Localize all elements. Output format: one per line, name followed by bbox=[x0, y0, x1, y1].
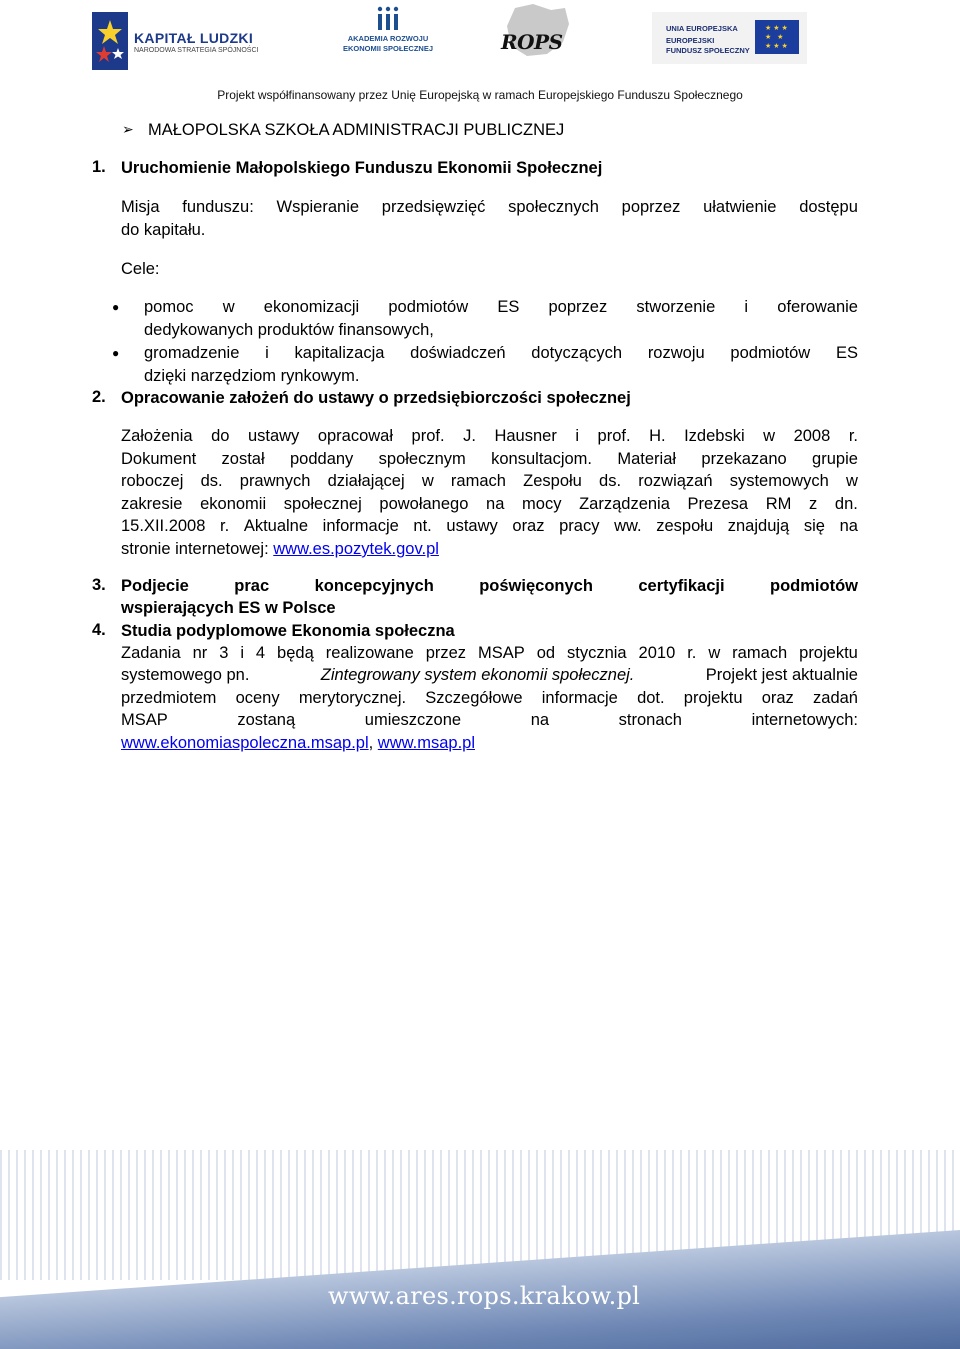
akademia-logo bbox=[338, 4, 438, 60]
word: 4 bbox=[255, 644, 266, 662]
word: powołanego bbox=[379, 495, 469, 513]
word: 15.XII.2008 bbox=[121, 517, 206, 535]
word: na bbox=[486, 495, 505, 513]
word: nr bbox=[192, 644, 208, 662]
word: systemowych bbox=[729, 472, 829, 490]
word: w bbox=[845, 472, 858, 490]
section-4-number: 4. bbox=[92, 621, 106, 639]
word: Izdebski bbox=[684, 427, 745, 445]
word: zakresie bbox=[121, 495, 183, 513]
word: ds. bbox=[200, 472, 223, 490]
word: się bbox=[803, 517, 825, 535]
section-1-goal-1-line2: dedykowanych produktów finansowych, bbox=[144, 321, 434, 339]
word: prawnych bbox=[239, 472, 311, 490]
word: grupie bbox=[812, 450, 858, 468]
footer-url: www.ares.rops.krakow.pl bbox=[328, 1282, 641, 1310]
word: J. bbox=[463, 427, 476, 445]
word: Szczegółowe bbox=[425, 689, 523, 707]
word: Podjecie bbox=[121, 577, 189, 595]
word: stworzenie bbox=[636, 298, 716, 316]
word: działającej bbox=[327, 472, 405, 490]
akademia-line2: EKONOMII SPOŁECZNEJ bbox=[342, 44, 433, 53]
word: koncepcyjnych bbox=[314, 577, 434, 595]
word: dot. bbox=[637, 689, 665, 707]
bullet-icon: ● bbox=[112, 346, 120, 360]
word: pracy bbox=[559, 517, 600, 535]
section-2-line5 bbox=[121, 516, 858, 536]
eu-logo bbox=[652, 12, 807, 64]
word: zadań bbox=[813, 689, 858, 707]
kapital-ludzki-subtitle: NARODOWA STRATEGIA SPÓJNOŚCI bbox=[134, 47, 259, 54]
section-4-links bbox=[121, 733, 475, 753]
word: dostępu bbox=[799, 198, 858, 216]
word: projektu bbox=[799, 644, 858, 662]
word: mocy bbox=[522, 495, 562, 513]
word: przez bbox=[425, 644, 467, 662]
section-1-goal-1-line1 bbox=[144, 297, 858, 317]
section-4-line4 bbox=[121, 710, 858, 730]
word: r. bbox=[220, 517, 230, 535]
word: informacje bbox=[541, 689, 618, 707]
word: ES bbox=[835, 344, 858, 362]
word: 2010 bbox=[638, 644, 676, 662]
word: Zespołu bbox=[523, 472, 582, 490]
word: i bbox=[240, 644, 244, 662]
word: dotyczących bbox=[531, 344, 623, 362]
word: 2008 bbox=[793, 427, 831, 445]
word: podmiotów bbox=[388, 298, 469, 316]
word: podmiotów bbox=[770, 577, 858, 595]
akademia-line1: AKADEMIA ROZWOJU bbox=[347, 34, 429, 43]
word: rozwiązań bbox=[638, 472, 713, 490]
word: zostaną bbox=[237, 711, 296, 729]
es-pozytek-link[interactable]: www.es.pozytek.gov.pl bbox=[273, 540, 439, 558]
section-3-number: 3. bbox=[92, 576, 106, 594]
word: opracował bbox=[317, 427, 394, 445]
section-4-line1 bbox=[121, 643, 858, 663]
section-1-number: 1. bbox=[92, 158, 106, 176]
section-2-line4 bbox=[121, 494, 858, 514]
kapital-ludzki-emblem-icon bbox=[92, 12, 128, 70]
word: zespołu bbox=[656, 517, 714, 535]
word: w bbox=[222, 298, 235, 316]
word: H. bbox=[649, 427, 666, 445]
word: prof. bbox=[411, 427, 445, 445]
word: w bbox=[421, 472, 434, 490]
word: Prezesa bbox=[687, 495, 749, 513]
word: MSAP bbox=[121, 711, 168, 729]
section-3-title-line1 bbox=[121, 576, 858, 596]
word: i bbox=[575, 427, 580, 445]
word: Misja bbox=[121, 198, 160, 216]
kapital-ludzki-logo bbox=[92, 12, 267, 70]
word: ds. bbox=[599, 472, 622, 490]
word: dn. bbox=[834, 495, 858, 513]
word: r. bbox=[848, 427, 858, 445]
link-separator: , bbox=[368, 734, 378, 752]
word: poprzez bbox=[548, 298, 608, 316]
word: merytorycznej. bbox=[298, 689, 407, 707]
word: na bbox=[839, 517, 858, 535]
word: prac bbox=[234, 577, 270, 595]
word: Materiał bbox=[617, 450, 677, 468]
eu-flag-icon bbox=[755, 20, 799, 54]
section-4-title: Studia podyplomowe Ekonomia społeczna bbox=[121, 622, 455, 640]
word: ekonomii bbox=[200, 495, 267, 513]
eu-line3: FUNDUSZ SPOŁECZNY bbox=[666, 46, 750, 55]
word: będą bbox=[277, 644, 314, 662]
msap-link[interactable]: www.msap.pl bbox=[377, 734, 475, 752]
section-2-line1 bbox=[121, 426, 858, 446]
section-1-goal-2-line1 bbox=[144, 343, 858, 363]
word: certyfikacji bbox=[638, 577, 725, 595]
word: podmiotów bbox=[730, 344, 811, 362]
section-1-goal-2-line2: dzięki narzędziom rynkowym. bbox=[144, 367, 360, 385]
section-3-title-line2: wspierających ES w Polsce bbox=[121, 599, 336, 617]
section-2-line3 bbox=[121, 471, 858, 491]
word: i bbox=[744, 298, 749, 316]
word: doświadczeń bbox=[410, 344, 506, 362]
footer-banner bbox=[0, 1130, 960, 1349]
word: poświęconych bbox=[479, 577, 593, 595]
cofinance-note: Projekt współfinansowany przez Unię Europejską w ramach Europejskiego Funduszu Społecznego bbox=[217, 88, 743, 102]
word: kapitalizacja bbox=[294, 344, 385, 362]
word: oceny bbox=[235, 689, 280, 707]
eu-line2: EUROPEJSKI bbox=[666, 36, 715, 45]
doc-heading: MAŁOPOLSKA SZKOŁA ADMINISTRACJI PUBLICZNEJ bbox=[148, 121, 565, 139]
word: oferowanie bbox=[777, 298, 858, 316]
word: ekonomizacji bbox=[263, 298, 360, 316]
section-1-title: Uruchomienie Małopolskiego Funduszu Ekonomii Społecznej bbox=[121, 159, 603, 177]
word: konsultacjom. bbox=[491, 450, 593, 468]
kapital-ludzki-title: KAPITAŁ LUDZKI bbox=[134, 30, 254, 46]
section-1-mission-line1 bbox=[121, 197, 858, 217]
word: Zadania bbox=[121, 644, 181, 662]
section-2-line6-text: stronie internetowej: bbox=[121, 540, 274, 558]
word: stronach bbox=[618, 711, 682, 729]
word: ramach bbox=[450, 472, 506, 490]
word: roboczej bbox=[121, 472, 184, 490]
arrow-bullet-icon: ➢ bbox=[122, 121, 134, 137]
word: pomoc bbox=[144, 298, 194, 316]
word: do bbox=[211, 427, 230, 445]
section-2-title: Opracowanie założeń do ustawy o przedsiębiorczości społecznej bbox=[121, 389, 631, 407]
section-2-line6 bbox=[121, 539, 439, 559]
word: ES bbox=[497, 298, 520, 316]
word: rozwoju bbox=[647, 344, 705, 362]
word: realizowane bbox=[325, 644, 414, 662]
word: internetowych: bbox=[751, 711, 858, 729]
word: Dokument bbox=[121, 450, 197, 468]
section-4-line3 bbox=[121, 688, 858, 708]
word: poprzez bbox=[621, 198, 681, 216]
word: Wspieranie bbox=[276, 198, 360, 216]
bullet-icon: ● bbox=[112, 300, 120, 314]
word: ustawy bbox=[446, 517, 498, 535]
word: oraz bbox=[512, 517, 545, 535]
word: w bbox=[708, 644, 721, 662]
section-2-line2 bbox=[121, 449, 858, 469]
word: RM bbox=[765, 495, 792, 513]
header-logo-bar bbox=[0, 0, 960, 102]
word: prof. bbox=[597, 427, 631, 445]
word: oraz bbox=[761, 689, 794, 707]
word: przedsięwzięć bbox=[381, 198, 486, 216]
section-4-line2-a: systemowego pn. bbox=[121, 666, 254, 684]
word: ramach bbox=[732, 644, 788, 662]
word: umieszczone bbox=[364, 711, 462, 729]
rops-text: ROPS bbox=[501, 30, 563, 54]
word: społecznych bbox=[508, 198, 599, 216]
word: przedmiotem bbox=[121, 689, 217, 707]
word: z bbox=[809, 495, 818, 513]
word: projektu bbox=[683, 689, 743, 707]
word: poddany bbox=[290, 450, 354, 468]
word: społecznej bbox=[283, 495, 362, 513]
project-name: Zintegrowany system ekonomii społecznej. bbox=[320, 666, 635, 684]
word: stycznia bbox=[567, 644, 627, 662]
word: przekazano bbox=[701, 450, 787, 468]
ekonomiaspoleczna-link[interactable]: www.ekonomiaspoleczna.msap.pl bbox=[121, 734, 369, 752]
word: gromadzenie bbox=[144, 344, 240, 362]
word: w bbox=[763, 427, 776, 445]
akademia-emblem-icon bbox=[376, 6, 400, 32]
section-1-mission-line2: do kapitału. bbox=[121, 221, 206, 239]
word: znajdują bbox=[727, 517, 790, 535]
word: został bbox=[221, 450, 265, 468]
word: nt. bbox=[413, 517, 432, 535]
eu-line1: UNIA EUROPEJSKA bbox=[666, 24, 738, 33]
section-1-goals-label: Cele: bbox=[121, 260, 160, 278]
word: Zarządzenia bbox=[579, 495, 670, 513]
word: od bbox=[536, 644, 556, 662]
word: ustawy bbox=[247, 427, 300, 445]
word: Założenia bbox=[121, 427, 193, 445]
word: 3 bbox=[219, 644, 229, 662]
word: Aktualne bbox=[243, 517, 309, 535]
section-4-line2 bbox=[121, 665, 858, 685]
word: ww. bbox=[614, 517, 642, 535]
word: funduszu: bbox=[182, 198, 254, 216]
rops-logo bbox=[497, 2, 577, 62]
word: społecznym bbox=[378, 450, 466, 468]
word: na bbox=[530, 711, 550, 729]
word: ułatwienie bbox=[703, 198, 777, 216]
section-4-line2-c: Projekt jest aktualnie bbox=[701, 666, 858, 684]
section-2-number: 2. bbox=[92, 388, 106, 406]
word: MSAP bbox=[478, 644, 525, 662]
word: i bbox=[265, 344, 269, 362]
word: informacje bbox=[322, 517, 399, 535]
word: r. bbox=[687, 644, 697, 662]
word: Hausner bbox=[494, 427, 557, 445]
